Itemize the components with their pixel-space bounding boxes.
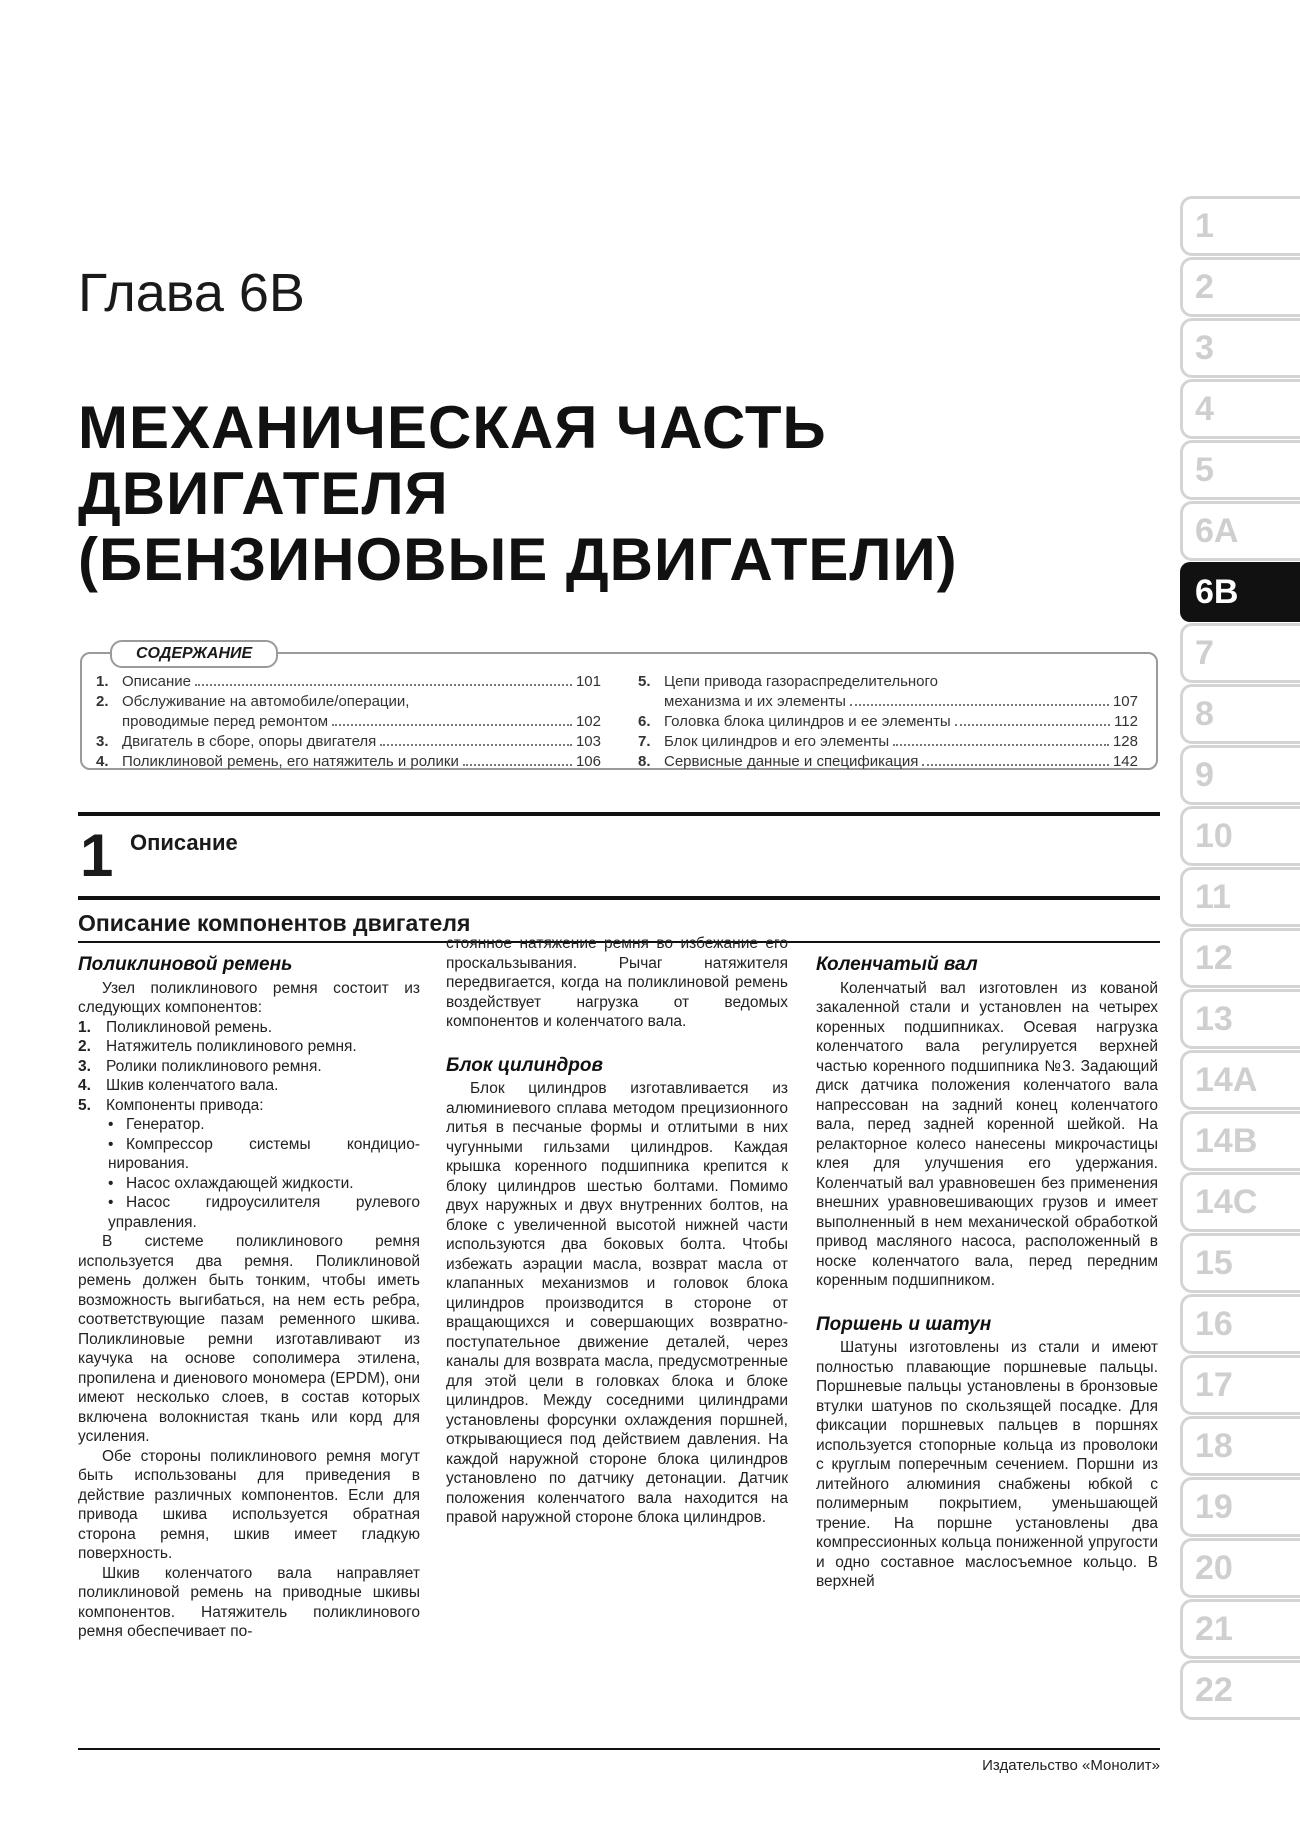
section-number: 1 (80, 822, 114, 889)
toc-item[interactable] (96, 692, 601, 732)
paragraph: В системе поликлинового ремня используется два ремня. Поликлиновой ремень должен быть тонким, чтобы иметь возможность выгибаться, на нем есть ребра, соответствующие пазам ременного шкива. Поликлиновые ремни изготавливают из каучука на основе сополимера этилена, пропилена и диенового мономера (EPDM), они имеют несколько слоев, в состав которых включена волокнистая ткань или корд для усиления. (78, 1233, 420, 1445)
toc-text: Обслуживание на автомобиле/операции, (122, 693, 410, 710)
toc-right-column (638, 672, 1138, 772)
toc-item[interactable] (96, 732, 601, 752)
toc-item[interactable] (96, 672, 601, 692)
chapter-title (78, 395, 1058, 593)
toc-text: Поликлиновой ремень, его натяжитель и ролики (122, 753, 459, 770)
toc-number: 4. (96, 753, 109, 770)
toc-page: 106 (575, 753, 601, 770)
chapter-tab[interactable]: 12 (1180, 928, 1300, 988)
chapter-tab[interactable]: 14B (1180, 1111, 1300, 1171)
chapter-tab[interactable]: 22 (1180, 1660, 1300, 1720)
toc-text: Описание (122, 673, 192, 690)
toc-item[interactable] (638, 672, 1138, 712)
paragraph: Узел поликлинового ремня состоит из следующих компонентов: (78, 979, 420, 1016)
column-heading: Поликлиновой ремень (78, 954, 293, 975)
paragraph: стоянное натяжение ремня во избежание его проскальзывания. Рычаг натяжителя передвигается, когда на поликлиновой ремень воздействует нагрузка от ведомых компонентов и коленчатого вала. (446, 935, 788, 1030)
list-item: 4. Шкив коленчатого вала. (78, 1077, 279, 1094)
chapter-tab[interactable]: 1 (1180, 196, 1300, 256)
toc-number: 3. (96, 733, 109, 750)
paragraph: Обе стороны поликлинового ремня могут быть использованы для приведения в действие различных компонентов. Если для привода шкива используется обратная сторона ремня, шкив имеет гладкую поверхность. (78, 1447, 420, 1562)
toc-number: 1. (96, 673, 109, 690)
chapter-tab[interactable]: 7 (1180, 623, 1300, 683)
toc-item[interactable] (638, 712, 1138, 732)
chapter-tab[interactable]: 5 (1180, 440, 1300, 500)
toc-number: 2. (96, 693, 109, 710)
toc-heading: СОДЕРЖАНИЕ (110, 640, 278, 668)
publisher-credit: Издательство «Монолит» (982, 1757, 1160, 1774)
toc-page: 101 (575, 673, 601, 690)
column-heading: Блок цилиндров (446, 1054, 603, 1076)
list-item: 3. Ролики поликлинового ремня. (78, 1057, 322, 1075)
chapter-tab[interactable]: 16 (1180, 1294, 1300, 1354)
list-item: 2. Натяжитель поликлинового ремня. (78, 1038, 357, 1055)
chapter-tab[interactable]: 8 (1180, 684, 1300, 744)
chapter-tabs (1180, 196, 1300, 1721)
toc-page: 112 (1114, 713, 1138, 730)
footer-rule (78, 1748, 1160, 1750)
column-heading: Коленчатый вал (816, 954, 978, 975)
bullet-item: • Генератор. (108, 1116, 205, 1133)
toc-page: 103 (575, 733, 601, 750)
text-column-3 (816, 955, 1158, 1592)
text-column-1 (78, 955, 420, 1642)
chapter-tab[interactable]: 11 (1180, 867, 1300, 927)
toc-number: 6. (638, 713, 651, 730)
toc-text: Сервисные данные и спецификация (664, 753, 919, 770)
bullet-item: • Насос гидроусилителя рулевого управления. (108, 1194, 420, 1231)
chapter-tab[interactable]: 14C (1180, 1172, 1300, 1232)
section-rule (78, 812, 1160, 816)
toc-text: механизма и их элементы (664, 693, 846, 710)
bullet-item: • Насос охлаждающей жидкости. (108, 1174, 354, 1192)
chapter-tab[interactable]: 19 (1180, 1477, 1300, 1537)
list-item: 5. Компоненты привода: (78, 1096, 264, 1114)
list-item: 1. Поликлиновой ремень. (78, 1018, 273, 1036)
chapter-tab[interactable]: 20 (1180, 1538, 1300, 1598)
subsection-title: Описание компонентов двигателя (78, 910, 471, 936)
paragraph: Блок цилиндров изготавливается из алюминиевого сплава методом прецизионного литья в песчаные формы и отлитыми в них чугунными гильзами цилиндров. Каждая крышка коренного подшипника крепится к блоку цилиндров шестью болтами. Помимо двух наружных и двух внутренних болтов, на блоке с увеличенной высотой нижней части используются два боковых болта. Чтобы избежать аэрации масла, возврат масла от клапанных механизмов и головок блока цилиндров производится в стороне от вращающихся и совершающих возвратно-поступательное движение деталей, через каналы для возврата масла, предусмотренные для этой цели в головках блока и блоке цилиндров. Между соседними цилиндрами установлены форсунки охлаждения поршней, открывающиеся под действием давления. На каждой наружной стороне блока цилиндров установлено по датчику детонации. Датчик положения коленчатого вала находится на правой наружной стороне блока цилиндров. (446, 1080, 788, 1526)
toc-text: проводимые перед ремонтом (122, 713, 329, 730)
column-heading: Поршень и шатун (816, 1313, 992, 1335)
chapter-tab[interactable]: 15 (1180, 1233, 1300, 1293)
chapter-tab[interactable]: 9 (1180, 745, 1300, 805)
chapter-tab[interactable]: 6B (1180, 562, 1300, 622)
chapter-tab[interactable]: 2 (1180, 257, 1300, 317)
chapter-tab[interactable]: 13 (1180, 989, 1300, 1049)
chapter-label: Глава 6В (78, 263, 305, 323)
toc-number: 7. (638, 733, 651, 750)
chapter-tab[interactable]: 14A (1180, 1050, 1300, 1110)
chapter-tab[interactable]: 3 (1180, 318, 1300, 378)
toc-number: 8. (638, 753, 651, 770)
toc-page: 128 (1112, 733, 1138, 750)
toc-text: Двигатель в сборе, опоры двигателя (122, 733, 377, 750)
title-line: МЕХАНИЧЕСКАЯ ЧАСТЬ (78, 394, 827, 461)
bullet-item: • Компрессор системы кондицио-нирования. (108, 1135, 420, 1172)
toc-item[interactable] (96, 752, 601, 772)
toc-item[interactable] (638, 732, 1138, 752)
paragraph: Шатуны изготовлены из стали и имеют полностью плавающие поршневые пальцы. Поршневые пальцы установлены в бронзовые втулки шатунов по скользящей посадке. Для фиксации поршневых пальцев в поршнях используется стопорные кольца из проволоки с круглым поперечным сечением. Поршни из литейного алюминия снабжены юбкой с полимерным покрытием, уменьшающей трение. На поршне установлены два компрессионных кольца пониженной упругости и одно составное маслосъемное кольцо. В верхней (816, 1339, 1158, 1590)
text-column-2 (446, 934, 788, 1528)
toc-text: Блок цилиндров и его элементы (664, 733, 890, 750)
chapter-tab[interactable]: 4 (1180, 379, 1300, 439)
chapter-tab[interactable]: 10 (1180, 806, 1300, 866)
toc-number: 5. (638, 673, 651, 690)
toc-page: 142 (1112, 753, 1138, 770)
title-line: ДВИГАТЕЛЯ (78, 460, 449, 527)
paragraph: Коленчатый вал изготовлен из кованой закаленной стали и установлен на четырех коренных подшипниках. Осевая нагрузка коленчатого вала регулируется верхней частью коренного подшипника №3. Задающий диск датчика положения коленчатого вала напрессован на задний конец коленчатого вала, перед задней коренной шейкой. На релакторное колесо нанесены микрочастицы клея для улучшения его удержания. Коленчатый вал уравновешен без применения внешних уравновешивающих грузов и имеет выполненный в нем механической обработкой привод масляного насоса, расположенный в носке коленчатого вала, перед передним коренным подшипником. (816, 979, 1158, 1289)
toc-page: 107 (1112, 693, 1138, 710)
table-of-contents (80, 645, 1158, 770)
toc-left-column (96, 672, 601, 772)
chapter-tab[interactable]: 21 (1180, 1599, 1300, 1659)
chapter-tab[interactable]: 18 (1180, 1416, 1300, 1476)
chapter-tab[interactable]: 6A (1180, 501, 1300, 561)
section-rule (78, 896, 1160, 900)
toc-text: Цепи привода газораспределительного (664, 673, 939, 690)
title-line: (БЕНЗИНОВЫЕ ДВИГАТЕЛИ) (78, 526, 958, 593)
section-title: Описание (130, 830, 238, 855)
chapter-tab[interactable]: 17 (1180, 1355, 1300, 1415)
toc-page: 102 (575, 713, 601, 730)
paragraph: Шкив коленчатого вала направляет поликлиновой ремень на приводные шкивы компонентов. Натяжитель поликлинового ремня обеспечивает по- (78, 1564, 420, 1640)
toc-text: Головка блока цилиндров и ее элементы (664, 713, 951, 730)
toc-item[interactable] (638, 752, 1138, 772)
